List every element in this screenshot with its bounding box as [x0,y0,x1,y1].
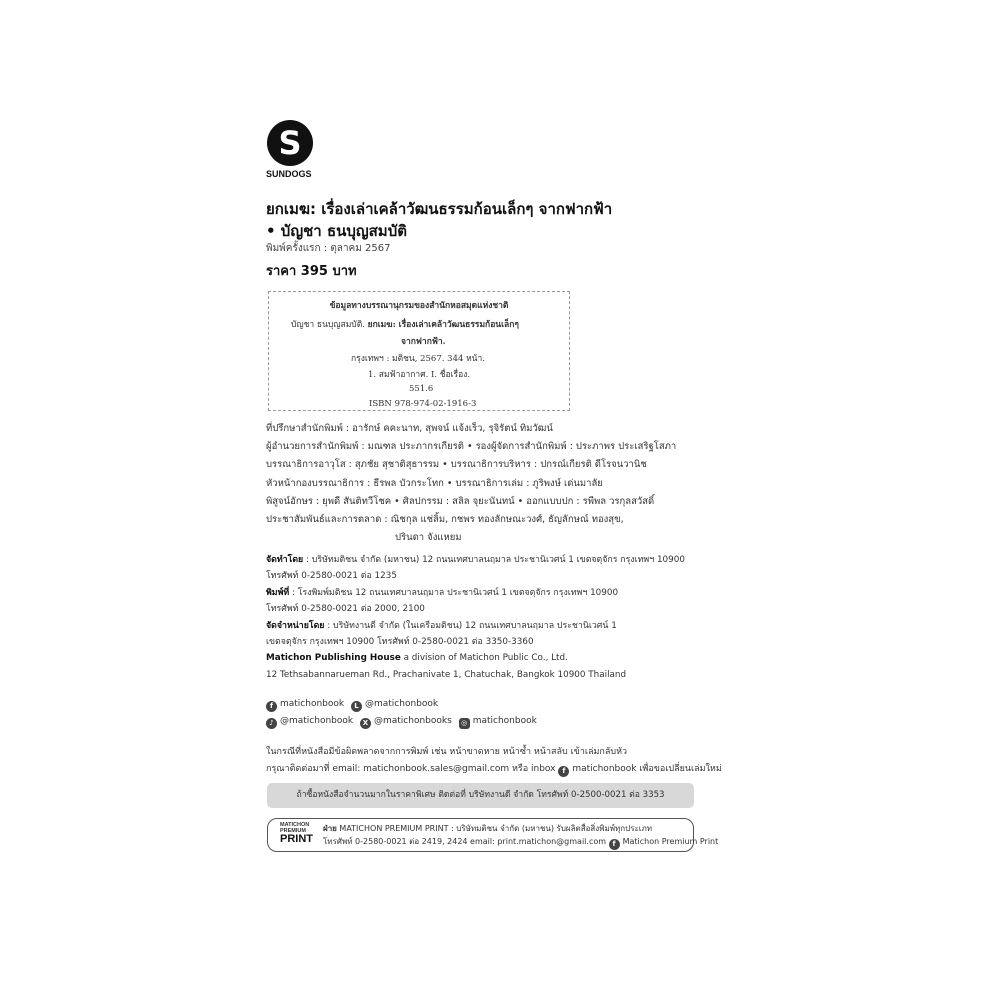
printed-tel: โทรศัพท์ 0-2580-0021 ต่อ 2000, 2100 [266,604,425,615]
notice-line2: กรุณาติดต่อมาที่ email: matichonbook.sales@gmail.com หรือ inbox f matichonbook เพื่อขอเปลี่ยนเล่มใหม่ [266,764,722,775]
printed-by: พิมพ์ที่ : โรงพิมพ์มติชน 12 ถนนเทศบาลนฤมาล ประชานิเวศน์ 1 เขตจตุจักร กรุงเทพฯ 10900 [266,587,619,598]
staff-credits [266,420,676,547]
sundogs-logo [266,120,316,179]
cip-isbn: ISBN 978-974-02-1916-3 [369,399,477,409]
publisher-info [266,552,685,683]
publishing-house: Matichon Publishing House a division of Matichon Public Co., Ltd. [266,653,568,664]
credit-line: พิสูจน์อักษร : ยุพดี สันติทวีโชค • ศิลปกรรม : สลิล จุยะนันทน์ • ออกแบบปก : รพีพล วรกุลสวัสดิ์ [266,495,655,507]
credit-line: ผู้อำนวยการสำนักพิมพ์ : มณฑล ประภากรเกียรติ • รองผู้จัดการสำนักพิมพ์ : ประภาพร ประเสริฐโสภา [266,441,677,453]
distributed-by: จัดจำหน่ายโดย : บริษัทงานดี จำกัด (ในเครือมติชน) 12 ถนนเทศบาลนฤมาล ประชานิเวศน์ 1 [266,620,617,631]
sundogs-logo-icon: S [267,120,313,166]
edition-info: พิมพ์ครั้งแรก : ตุลาคม 2567 [266,243,391,254]
distributed-line2: เขตจตุจักร กรุงเทพฯ 10900 โทรศัพท์ 0-2580-0021 ต่อ 3350-3360 [266,637,534,648]
misprint-notice [266,744,722,778]
instagram-handle[interactable]: matichonbook [472,716,537,726]
credit-line: ปรินดา จังแหยม [395,532,462,544]
credit-line: ประชาสัมพันธ์และการตลาด : ณิชกุล แช่ลิ้ม, กชพร ทองลักษณะวงศ์, ธัญลักษณ์ ทองสุข, [266,514,624,526]
facebook-icon: f [609,839,620,850]
premium-print-text [323,822,718,850]
bulk-order-banner: ถ้าซื้อหนังสือจำนวนมากในราคาพิเศษ ติดต่อที่ บริษัทงานดี จำกัด โทรศัพท์ 0-2500-0021 ต่อ 3353 [267,783,694,808]
facebook-handle[interactable]: matichonbook [280,699,345,709]
premium-print-line1: ฝ่าย MATICHON PREMIUM PRINT : บริษัทมติชน จำกัด (มหาชน) รับผลิตสื่อสิ่งพิมพ์ทุกประเภท [323,824,653,833]
logo-wordmark: SUNDOGS [266,169,312,179]
credit-line: บรรณาธิการอาวุโส : สุภชัย สุชาติสุธารรม • บรรณาธิการบริหาร : ปกรณ์เกียรติ ดีโรจนวานิช [266,459,647,471]
produced-by: จัดทำโดย : บริษัทมติชน จำกัด (มหาชน) 12 ถนนเทศบาลนฤมาล ประชานิเวศน์ 1 เขตจตุจักร กรุงเทพฯ 10900 [266,555,685,565]
notice-line1: ในกรณีที่หนังสือมีข้อผิดพลาดจากการพิมพ์ เช่น หน้าขาดหาย หน้าซ้ำ หน้าสลับ เข้าเล่มกลับหัว [266,747,628,757]
line-icon: L [351,701,362,712]
instagram-icon: ◎ [459,718,470,729]
tiktok-icon: ♪ [266,718,277,729]
cip-heading: ข้อมูลทางบรรณานุกรมของสำนักหอสมุดแห่งชาติ [329,301,509,311]
facebook-icon: f [266,701,277,712]
line-handle[interactable]: @matichonbook [365,699,439,709]
credit-line: หัวหน้ากองบรรณาธิการ : ธีรพล บัวกระโทก • บรรณาธิการเล่ม : ภูริพงษ์ เด่นมาลัย [266,477,603,489]
facebook-icon: f [558,766,569,777]
social-row-1 [266,696,537,713]
premium-print-box [267,818,719,852]
tiktok-handle[interactable]: @matichonbook [280,716,354,726]
cip-box [268,291,570,411]
cip-line5: 551.6 [409,384,434,394]
cip-line1: บัญชา ธนบุญสมบัติ. ยกเมฆ: เรื่องเล่าเคล้าวัฒนธรรมก้อนเล็กๆ [291,320,519,330]
cip-line3: กรุงเทพฯ : มติชน, 2567. 344 หน้า. [351,354,485,364]
premium-print-line2: โทรศัพท์ 0-2580-0021 ต่อ 2419, 2424 email: print.matichon@gmail.com f Matichon Premium Print [323,837,719,848]
x-handle[interactable]: @matichonbooks [374,716,452,726]
book-author: • บัญชา ธนบุญสมบัติ [266,222,407,240]
book-title: ยกเมฆ: เรื่องเล่าเคล้าวัฒนธรรมก้อนเล็กๆ จากฟากฟ้า [266,200,613,218]
credit-line: ที่ปรึกษาสำนักพิมพ์ : อารักษ์ คคะนาท, สุพจน์ แจ้งเร็ว, รุจิรัตน์ ทิมวัฒน์ [266,423,553,434]
address-en: 12 Tethsabannarueman Rd., Prachanivate 1, Chatuchak, Bangkok 10900 Thailand [266,669,627,680]
book-price: ราคา 395 บาท [266,264,357,279]
social-links [266,696,537,730]
social-row-2 [266,713,537,730]
produced-tel: โทรศัพท์ 0-2580-0021 ต่อ 1235 [266,571,397,582]
premium-print-logo: MATICHON PREMIUM PRINT [280,822,313,845]
x-icon: X [360,718,371,729]
cip-line2: จากฟากฟ้า. [401,337,446,347]
cip-line4: 1. สมฟ้าอากาศ. I. ชื่อเรื่อง. [368,370,471,380]
